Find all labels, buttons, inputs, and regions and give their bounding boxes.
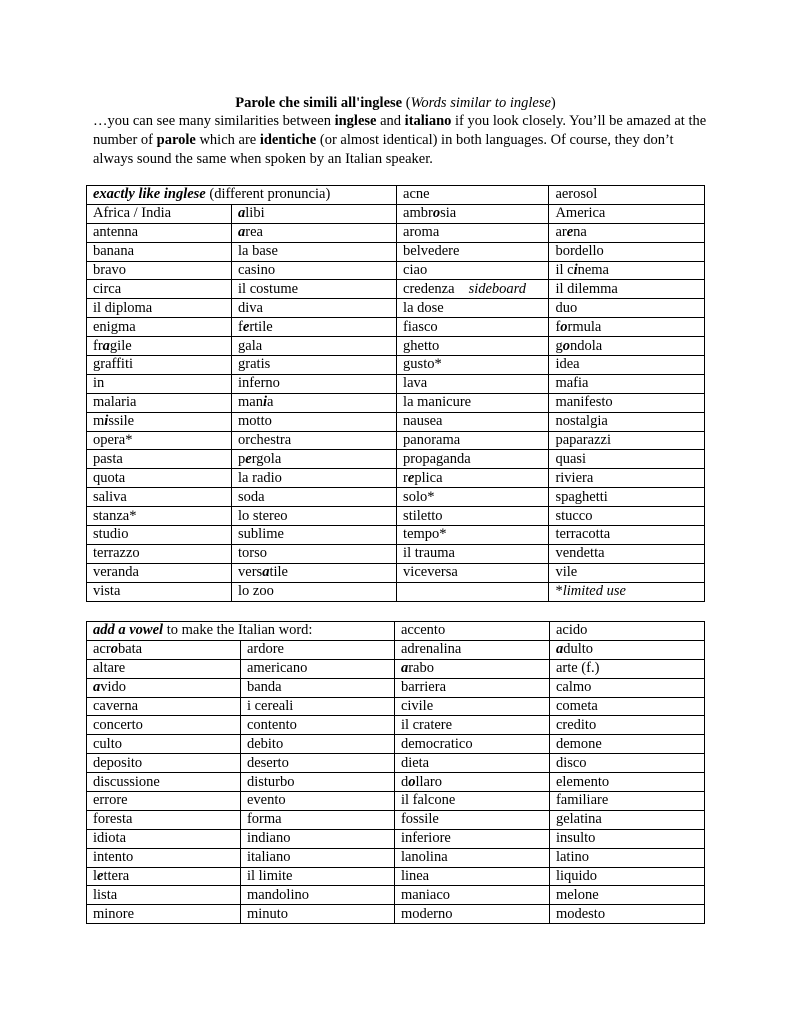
table-cell: inferno [232, 374, 397, 393]
table-row [87, 412, 705, 431]
table-cell: fertile [232, 318, 397, 337]
table-cell: veranda [87, 563, 232, 582]
table-cell: pergola [232, 450, 397, 469]
table-cell: deposito [87, 754, 241, 773]
table-cell: area [232, 223, 397, 242]
table-cell: il costume [232, 280, 397, 299]
table-cell [397, 582, 549, 601]
table-cell: credenza sideboard [397, 280, 549, 299]
table-cell: acrobata [87, 640, 241, 659]
table-cell: concerto [87, 716, 241, 735]
table-row [87, 374, 705, 393]
page-title [0, 94, 791, 112]
table-cell: opera* [87, 431, 232, 450]
table-cell: arte (f.) [549, 659, 704, 678]
table-cell: *limited use [549, 582, 705, 601]
table-cell: nausea [397, 412, 549, 431]
table-cell: malaria [87, 393, 232, 412]
table-row [87, 886, 705, 905]
table-header-row [87, 186, 705, 205]
table-header-cell: exactly like inglese (different pronuncia) [87, 186, 397, 205]
table-row [87, 810, 705, 829]
table-row [87, 280, 705, 299]
table-cell: i cereali [240, 697, 394, 716]
table-cell: insulto [549, 829, 704, 848]
table-row [87, 356, 705, 375]
table-cell: calmo [549, 678, 704, 697]
table-cell: lanolina [394, 848, 549, 867]
table-cell: adulto [549, 640, 704, 659]
table-cell: la dose [397, 299, 549, 318]
table-cell: dieta [394, 754, 549, 773]
table-cell: paparazzi [549, 431, 705, 450]
table-row [87, 659, 705, 678]
table-row [87, 450, 705, 469]
table-cell: il falcone [394, 792, 549, 811]
table-cell: disco [549, 754, 704, 773]
exactly-like-table [86, 185, 705, 602]
table-cell: soda [232, 488, 397, 507]
table-row [87, 242, 705, 261]
table-cell: idiota [87, 829, 241, 848]
add-a-vowel-table [86, 621, 705, 924]
table-cell: banana [87, 242, 232, 261]
table-cell: gala [232, 337, 397, 356]
table-cell: lo zoo [232, 582, 397, 601]
table-cell: il limite [240, 867, 394, 886]
table-cell: inferiore [394, 829, 549, 848]
table-cell: vile [549, 563, 705, 582]
table-cell: fiasco [397, 318, 549, 337]
table-cell: formula [549, 318, 705, 337]
table-cell: la base [232, 242, 397, 261]
table-cell: in [87, 374, 232, 393]
table-cell: italiano [240, 848, 394, 867]
table-cell: Africa / India [87, 204, 232, 223]
table-cell: fossile [394, 810, 549, 829]
table-cell: avido [87, 678, 241, 697]
table-cell: riviera [549, 469, 705, 488]
table-cell: barriera [394, 678, 549, 697]
table-cell: deserto [240, 754, 394, 773]
table-cell: stucco [549, 507, 705, 526]
table-cell: mandolino [240, 886, 394, 905]
table-cell: intento [87, 848, 241, 867]
table-cell: il dilemma [549, 280, 705, 299]
table-cell: gratis [232, 356, 397, 375]
table-cell: bordello [549, 242, 705, 261]
table-cell: ghetto [397, 337, 549, 356]
table-row [87, 905, 705, 924]
table-row [87, 507, 705, 526]
table-cell: lava [397, 374, 549, 393]
table-row [87, 697, 705, 716]
table-cell: altare [87, 659, 241, 678]
table-cell: solo* [397, 488, 549, 507]
table-cell: fragile [87, 337, 232, 356]
table-cell: nostalgia [549, 412, 705, 431]
table-cell: banda [240, 678, 394, 697]
table-cell: vista [87, 582, 232, 601]
table-cell: caverna [87, 697, 241, 716]
table-cell: torso [232, 544, 397, 563]
table-cell: motto [232, 412, 397, 431]
table-cell: saliva [87, 488, 232, 507]
table-header-cell: add a vowel to make the Italian word: [87, 622, 395, 641]
table-cell: pasta [87, 450, 232, 469]
table-cell: acne [397, 186, 549, 205]
table-cell: gondola [549, 337, 705, 356]
table-cell: propaganda [397, 450, 549, 469]
table-row [87, 829, 705, 848]
table-cell: replica [397, 469, 549, 488]
table-cell: discussione [87, 773, 241, 792]
table-cell: adrenalina [394, 640, 549, 659]
table-cell: cometa [549, 697, 704, 716]
table-cell: maniaco [394, 886, 549, 905]
table-cell: America [549, 204, 705, 223]
table-cell: aerosol [549, 186, 705, 205]
table-cell: minuto [240, 905, 394, 924]
table-cell: linea [394, 867, 549, 886]
table-cell: il trauma [397, 544, 549, 563]
table-cell: lista [87, 886, 241, 905]
table-row [87, 754, 705, 773]
table-cell: il cratere [394, 716, 549, 735]
title-main: Parole che simili all'inglese [235, 95, 403, 111]
table-row [87, 582, 705, 601]
table-cell: arena [549, 223, 705, 242]
table-cell: alibi [232, 204, 397, 223]
table-row [87, 318, 705, 337]
table-cell: familiare [549, 792, 704, 811]
table-cell: diva [232, 299, 397, 318]
title-paren-close: ) [550, 95, 556, 111]
table-cell: viceversa [397, 563, 549, 582]
table-cell: culto [87, 735, 241, 754]
table-cell: dollaro [394, 773, 549, 792]
table-cell: debito [240, 735, 394, 754]
table-cell: latino [549, 848, 704, 867]
table-cell: spaghetti [549, 488, 705, 507]
table-cell: forma [240, 810, 394, 829]
table-cell: minore [87, 905, 241, 924]
table-cell: ardore [240, 640, 394, 659]
table-row [87, 261, 705, 280]
table-cell: stanza* [87, 507, 232, 526]
table-cell: lo stereo [232, 507, 397, 526]
table-cell: la manicure [397, 393, 549, 412]
table-cell: melone [549, 886, 704, 905]
table-row [87, 544, 705, 563]
table-cell: indiano [240, 829, 394, 848]
table-cell: sublime [232, 526, 397, 545]
table-row [87, 337, 705, 356]
table-cell: civile [394, 697, 549, 716]
table-cell: liquido [549, 867, 704, 886]
table-cell: graffiti [87, 356, 232, 375]
table-cell: orchestra [232, 431, 397, 450]
table-cell: ciao [397, 261, 549, 280]
table-cell: mania [232, 393, 397, 412]
table-cell: credito [549, 716, 704, 735]
table-cell: casino [232, 261, 397, 280]
table-row [87, 469, 705, 488]
table-cell: evento [240, 792, 394, 811]
table-cell: mafia [549, 374, 705, 393]
table-cell: disturbo [240, 773, 394, 792]
table-cell: gelatina [549, 810, 704, 829]
table-cell: manifesto [549, 393, 705, 412]
table-cell: antenna [87, 223, 232, 242]
table-cell: tempo* [397, 526, 549, 545]
table-cell: contento [240, 716, 394, 735]
table-cell: lettera [87, 867, 241, 886]
table-row [87, 848, 705, 867]
table-cell: duo [549, 299, 705, 318]
title-paren-open: ( [402, 95, 411, 111]
title-subtitle: Words similar to inglese [410, 95, 551, 111]
table-row [87, 773, 705, 792]
table-cell: bravo [87, 261, 232, 280]
table-cell: accento [394, 622, 549, 641]
table-row [87, 716, 705, 735]
table-row [87, 299, 705, 318]
table-cell: quota [87, 469, 232, 488]
table-cell: elemento [549, 773, 704, 792]
table-cell: stiletto [397, 507, 549, 526]
table-cell: vendetta [549, 544, 705, 563]
table-row [87, 223, 705, 242]
table-cell: il diploma [87, 299, 232, 318]
table-cell: errore [87, 792, 241, 811]
table-row [87, 678, 705, 697]
table-row [87, 393, 705, 412]
table-cell: terracotta [549, 526, 705, 545]
table-cell: arabo [394, 659, 549, 678]
intro-paragraph: …you can see many similarities between inglese and italiano if you look closely. You’ll be amazed at the number of parole which are identiche (or almost identical) in both languages. Of course, they don’t always sound the same when spoken by an Italian speaker. [93, 113, 707, 167]
table-cell: modesto [549, 905, 704, 924]
table-cell: versatile [232, 563, 397, 582]
sideboard-note: sideboard [468, 280, 527, 297]
table-cell: ambrosia [397, 204, 549, 223]
table-row [87, 488, 705, 507]
table-row [87, 792, 705, 811]
table-cell: aroma [397, 223, 549, 242]
table-row [87, 526, 705, 545]
table-row [87, 204, 705, 223]
table-cell: quasi [549, 450, 705, 469]
table-cell: americano [240, 659, 394, 678]
table-cell: gusto* [397, 356, 549, 375]
table-cell: la radio [232, 469, 397, 488]
table-cell: belvedere [397, 242, 549, 261]
table-cell: demone [549, 735, 704, 754]
table-cell: democratico [394, 735, 549, 754]
table-cell: acido [549, 622, 704, 641]
table-cell: il cinema [549, 261, 705, 280]
table-cell: idea [549, 356, 705, 375]
table-row [87, 563, 705, 582]
table-cell: studio [87, 526, 232, 545]
table-row [87, 431, 705, 450]
table-cell: foresta [87, 810, 241, 829]
table-header-row [87, 622, 705, 641]
table-cell: terrazzo [87, 544, 232, 563]
table-cell: circa [87, 280, 232, 299]
table-cell: enigma [87, 318, 232, 337]
table-row [87, 735, 705, 754]
table-cell: panorama [397, 431, 549, 450]
table-row [87, 640, 705, 659]
table-cell: moderno [394, 905, 549, 924]
table-row [87, 867, 705, 886]
table-cell: missile [87, 412, 232, 431]
